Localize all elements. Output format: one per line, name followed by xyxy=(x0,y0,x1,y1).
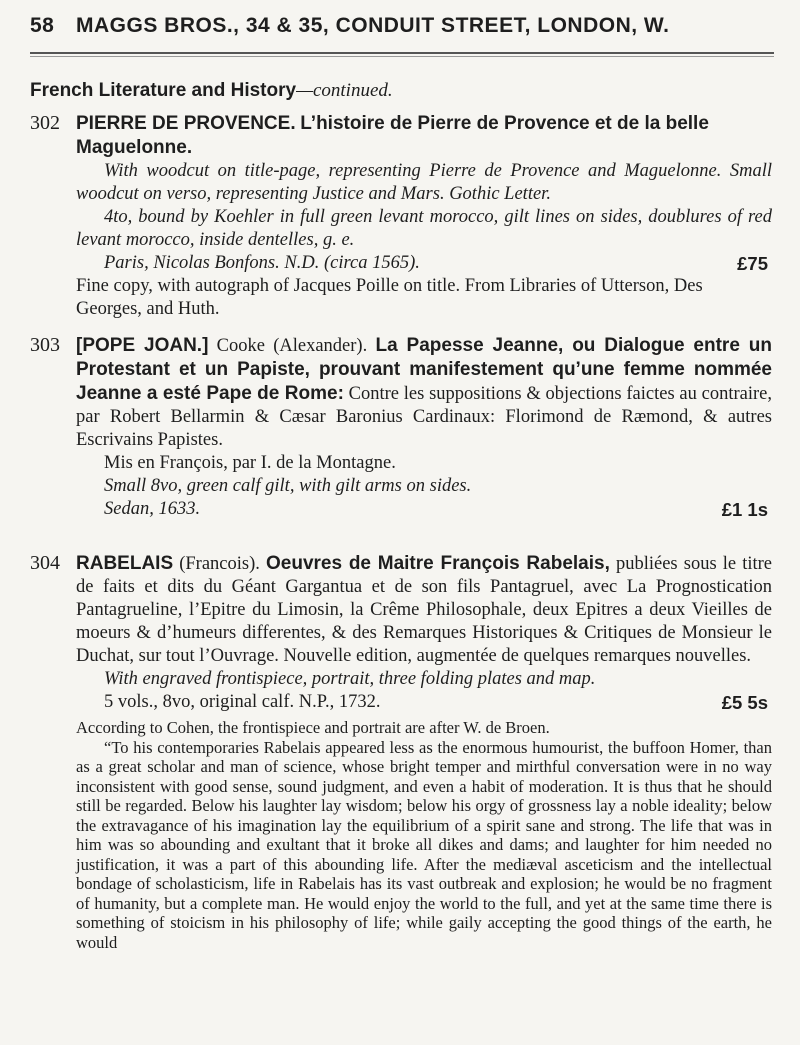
entry-illustrations: With woodcut on title-page, representing Pierre de Provence and Maguelonne. Small woodcut on verso, representing Justice and Mars. Gothic Letter. xyxy=(76,161,772,204)
entry-price: £5 5s xyxy=(721,692,768,713)
entry-note: According to Cohen, the frontispiece and portrait are after W. de Broen. xyxy=(76,718,550,737)
entry-illustrations: With engraved frontispiece, portrait, three folding plates and map. xyxy=(104,669,596,689)
entry-title: Oeuvres de Maitre François Rabelais, xyxy=(266,553,610,574)
entry-title-rest: publiées sous le titre de faits et dits du Géant Gargantua et de son fils Pantagruel, avec La Prognostication Pantagrueline, l’Epitre du Limosin, la Crême Philosophale, deux Epitres a deux Vieilles de moeurs & d’humeurs differentes, & des Remarques Historiques & Critiques de Monsieur le Duchat, sur tout l’Ouvrage. Nouvelle edition, augmentée de quelques remarques nouvelles. xyxy=(76,554,773,666)
entry-binding: Small 8vo, green calf gilt, with gilt arms on sides. xyxy=(104,476,472,496)
page-number: 58 xyxy=(30,14,55,37)
entry-imprint-line xyxy=(76,252,772,275)
entry-number: 303 xyxy=(30,334,60,356)
entry-author: PIERRE DE PROVENCE. xyxy=(76,113,296,134)
catalogue-entry-302 xyxy=(30,112,772,321)
header-rule xyxy=(30,52,774,54)
entry-collation-line xyxy=(76,691,772,714)
section-continued: —continued. xyxy=(296,80,393,101)
section-title xyxy=(30,80,393,102)
publisher-address: MAGGS BROS., 34 & 35, CONDUIT STREET, LONDON, W. xyxy=(76,14,670,37)
entry-number: 304 xyxy=(30,552,60,574)
section-title-text: French Literature and History xyxy=(30,80,297,101)
entry-imprint-line xyxy=(76,498,772,521)
entry-translator: Mis en François, par I. de la Montagne. xyxy=(104,453,396,473)
entry-author: [POPE JOAN.] xyxy=(76,335,209,356)
entry-quote: “To his contemporaries Rabelais appeared less as the enormous humourist, the buffoon Homer, than as a great scholar and man of science, whose bright temper and mirthful conversation were in no way inconsistent with good sense, sound judgment, and even a habit of moderation. It is thus that he should still be regarded. Below his laughter lay wisdom; below his orgy of grossness lay a noble ideality; below the extravagance of his imagination lay the equilibrium of a spirit sane and strong. The life that was in him was so abounding and exultant that it broke all dikes and dams; and laughter for him needed no justification, it was a part of this abounding life. After the mediæval asceticism and the intellectual bondage of scholasticism, life in Rabelais has its vast outbreak and explosion; he would be no fragment of humanity, but a complete man. He would enjoy the world to the full, and yet at the same time there is something of stoicism in his philosophy of life; while gaily accepting the good things of the earth, he would xyxy=(76,737,772,952)
entry-binding: 4to, bound by Koehler in full green levant morocco, gilt lines on sides, doublures of red levant morocco, inside dentelles, g. e. xyxy=(76,207,772,250)
entry-title: L’histoire de Pierre de Provence et de la belle Maguelonne. xyxy=(76,113,709,158)
entry-author-name: Cooke (Alexander). xyxy=(216,336,368,356)
entry-collation: 5 vols., 8vo, original calf. N.P., 1732. xyxy=(104,692,381,712)
entry-title-rest: Contre les suppositions & objections faictes au contraire, par Robert Bellarmin & Cæsar Baronius Cardinaux: Florimond de Ræmond, & autres Escrivains Papistes. xyxy=(76,384,773,450)
header-rule-thin xyxy=(30,56,774,57)
entry-imprint: Sedan, 1633. xyxy=(104,499,201,519)
entry-imprint: Paris, Nicolas Bonfons. N.D. (circa 1565). xyxy=(104,253,420,273)
entry-price: £1 1s xyxy=(721,499,768,520)
entry-author-name: (Francois). xyxy=(179,554,260,574)
entry-title: La Papesse Jeanne, ou Dialogue entre un Protestant et un Papiste, prouvant manifestement qu’une femme nommée Jeanne a esté Pape de Rome: xyxy=(76,335,773,404)
entry-author: RABELAIS xyxy=(76,553,174,574)
catalogue-entry-304 xyxy=(30,552,772,952)
entry-number: 302 xyxy=(30,112,60,134)
catalogue-entry-303 xyxy=(30,334,772,521)
entry-notes: Fine copy, with autograph of Jacques Poille on title. From Libraries of Utterson, Des Georges, and Huth. xyxy=(76,276,703,319)
entry-price: £75 xyxy=(737,253,768,274)
page-header xyxy=(30,14,770,38)
